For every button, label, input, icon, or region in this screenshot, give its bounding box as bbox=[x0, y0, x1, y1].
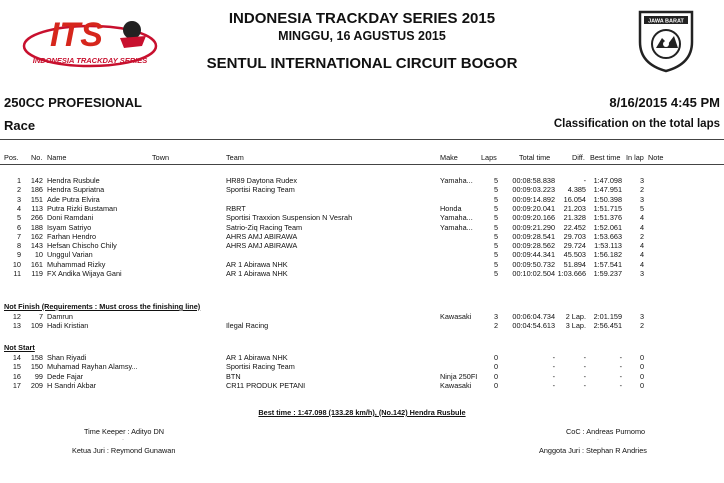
cell-team: AR 1 Abirawa NHK bbox=[226, 259, 288, 269]
event-title: INDONESIA TRACKDAY SERIES 2015 bbox=[228, 10, 496, 27]
cell-team: Satrio-Ziq Racing Team bbox=[226, 222, 303, 232]
cell-total-time: 00:09:20.041 bbox=[512, 203, 555, 213]
cell-no: 161 bbox=[30, 259, 43, 269]
cell-in-lap: 4 bbox=[639, 213, 644, 223]
cell-diff: 29.724 bbox=[563, 241, 586, 251]
cell-diff: 29.703 bbox=[563, 231, 586, 241]
cell-team: Sportisi Racing Team bbox=[226, 185, 295, 195]
cell-laps: 2 bbox=[493, 321, 498, 331]
cell-no: 158 bbox=[30, 353, 43, 362]
cell-no: 209 bbox=[30, 380, 43, 390]
best-time-summary: Best time : 1:47.098 (133.28 km/h), (No.142) Hendra Rusbule bbox=[258, 408, 466, 417]
cell-total-time: - bbox=[552, 353, 555, 362]
signature-dot: · bbox=[122, 437, 124, 443]
cell-best-time: 1:56.182 bbox=[593, 250, 622, 260]
cell-in-lap: 2 bbox=[639, 231, 644, 241]
cell-team: CR11 PRODUK PETANI bbox=[226, 380, 306, 390]
cell-pos: 6 bbox=[16, 222, 21, 232]
cell-pos: 10 bbox=[12, 259, 21, 269]
cell-team: Sportisi Racing Team bbox=[226, 362, 295, 372]
cell-laps: 5 bbox=[493, 259, 498, 269]
cell-name: Putra Rizki Bustaman bbox=[47, 203, 118, 213]
cell-team: Ilegal Racing bbox=[226, 321, 269, 331]
cell-best-time: 1:57.541 bbox=[593, 259, 622, 269]
cell-laps: 5 bbox=[493, 194, 498, 204]
its-logo-subtext: INDONESIA TRACKDAY SERIES bbox=[32, 56, 148, 65]
cell-no: 266 bbox=[30, 213, 43, 223]
cell-best-time: 2:56.451 bbox=[593, 321, 622, 331]
cell-best-time: 1:51.715 bbox=[593, 203, 622, 213]
cell-total-time: 00:08:58.838 bbox=[512, 176, 555, 185]
emblem-text: JAWA BARAT bbox=[648, 18, 684, 25]
cell-pos: 7 bbox=[16, 231, 21, 241]
cell-team: Sportisi Traxxion Suspension N Vesrah bbox=[226, 213, 353, 223]
cell-no: 119 bbox=[31, 269, 43, 278]
cell-pos: 9 bbox=[16, 250, 21, 260]
cell-no: 151 bbox=[30, 194, 43, 204]
header-rule bbox=[0, 139, 724, 140]
classification-subtitle: Classification on the total laps bbox=[553, 118, 720, 130]
cell-name: FX Andika Wijaya Gani bbox=[47, 269, 122, 278]
cell-name: Isyam Satriyo bbox=[47, 222, 92, 232]
cell-total-time: 00:09:21.290 bbox=[512, 222, 555, 232]
cell-name: H Sandri Akbar bbox=[47, 380, 97, 390]
col-no: No. bbox=[31, 153, 43, 162]
cell-best-time: 1:53.113 bbox=[594, 241, 622, 251]
cell-name: Damrun bbox=[47, 312, 73, 321]
session-name: Race bbox=[4, 118, 36, 133]
cell-pos: 3 bbox=[16, 194, 21, 204]
cell-team: HR89 Daytona Rudex bbox=[226, 176, 297, 185]
cell-in-lap: 0 bbox=[639, 362, 644, 372]
cell-best-time: - bbox=[619, 371, 622, 381]
cell-diff: 51.894 bbox=[563, 259, 586, 269]
cell-no: 109 bbox=[30, 321, 43, 331]
cell-diff: 16.054 bbox=[563, 194, 586, 204]
event-date: MINGGU, 16 AGUSTUS 2015 bbox=[278, 29, 446, 43]
cell-in-lap: 5 bbox=[639, 203, 644, 213]
cell-total-time: 00:09:03.223 bbox=[512, 185, 555, 195]
col-team: Team bbox=[226, 153, 244, 162]
cell-team: AHRS AMJ ABIRAWA bbox=[226, 241, 298, 251]
cell-total-time: 00:09:28.562 bbox=[512, 241, 555, 251]
cell-total-time: 00:09:14.892 bbox=[512, 194, 555, 204]
cell-diff: - bbox=[583, 353, 586, 362]
cell-in-lap: 3 bbox=[639, 312, 644, 321]
cell-laps: 5 bbox=[493, 203, 498, 213]
cell-best-time: 1:52.061 bbox=[593, 222, 622, 232]
cell-pos: 1 bbox=[16, 176, 21, 185]
cell-total-time: - bbox=[552, 380, 555, 390]
cell-laps: 0 bbox=[493, 380, 498, 390]
cell-team: BTN bbox=[226, 371, 241, 381]
cell-no: 113 bbox=[31, 203, 43, 213]
signature-dot: · bbox=[597, 437, 599, 443]
cell-pos: 5 bbox=[16, 213, 21, 223]
cell-diff: 2 Lap. bbox=[565, 312, 586, 321]
cell-no: 142 bbox=[30, 176, 43, 185]
cell-no: 162 bbox=[30, 231, 43, 241]
cell-make: Honda bbox=[440, 203, 462, 213]
cell-best-time: - bbox=[619, 362, 622, 372]
cell-in-lap: 0 bbox=[639, 380, 644, 390]
cell-no: 188 bbox=[30, 222, 43, 232]
cell-in-lap: 0 bbox=[639, 371, 644, 381]
table-header-rule bbox=[0, 164, 724, 165]
cell-total-time: - bbox=[552, 362, 555, 372]
cell-diff: 4.385 bbox=[567, 185, 586, 195]
time-keeper: Time Keeper : Adityo DN bbox=[84, 427, 165, 436]
cell-laps: 5 bbox=[493, 185, 498, 195]
cell-name: Hefsan Chischo Chily bbox=[47, 241, 117, 251]
cell-name: Muhamad Rayhan Alamsy... bbox=[47, 362, 138, 372]
cell-total-time: 00:04:54.613 bbox=[512, 321, 555, 331]
cell-in-lap: 2 bbox=[639, 185, 644, 195]
cell-pos: 12 bbox=[12, 312, 21, 321]
col-best-time: Best time bbox=[590, 153, 621, 162]
cell-best-time: 1:47.951 bbox=[593, 185, 622, 195]
cell-best-time: - bbox=[619, 380, 622, 390]
cell-no: 10 bbox=[34, 250, 43, 260]
cell-laps: 5 bbox=[493, 213, 498, 223]
cell-pos: 15 bbox=[12, 362, 21, 372]
col-in-lap: In lap bbox=[626, 153, 644, 162]
cell-total-time: - bbox=[552, 371, 555, 381]
venue-name: SENTUL INTERNATIONAL CIRCUIT BOGOR bbox=[206, 55, 518, 72]
cell-best-time: 2:01.159 bbox=[593, 312, 622, 321]
cell-no: 186 bbox=[30, 185, 43, 195]
cell-diff: - bbox=[583, 362, 586, 372]
cell-team: AR 1 Abirawa NHK bbox=[226, 269, 288, 278]
cell-in-lap: 3 bbox=[639, 194, 644, 204]
report-datetime: 8/16/2015 4:45 PM bbox=[609, 95, 720, 110]
cell-pos: 11 bbox=[13, 269, 21, 278]
cell-pos: 2 bbox=[16, 185, 21, 195]
cell-diff: 21.328 bbox=[563, 213, 586, 223]
cell-in-lap: 2 bbox=[639, 321, 644, 331]
cell-name: Dede Fajar bbox=[47, 371, 84, 381]
cell-total-time: 00:09:20.166 bbox=[512, 213, 555, 223]
cell-pos: 16 bbox=[12, 371, 21, 381]
cell-best-time: 1:53.663 bbox=[593, 231, 622, 241]
class-name: 250CC PROFESIONAL bbox=[4, 95, 142, 110]
cell-team: AHRS AMJ ABIRAWA bbox=[226, 231, 298, 241]
cell-laps: 5 bbox=[493, 241, 498, 251]
cell-diff: - bbox=[583, 371, 586, 381]
cell-pos: 13 bbox=[12, 321, 21, 331]
cell-best-time: 1:47.098 bbox=[593, 176, 622, 185]
cell-name: Muhammad Rizky bbox=[47, 259, 106, 269]
cell-make: Yamaha... bbox=[440, 176, 473, 185]
cell-laps: 0 bbox=[493, 353, 498, 362]
cell-name: Ade Putra Elvira bbox=[47, 194, 100, 204]
cell-best-time: 1:51.376 bbox=[593, 213, 622, 223]
cell-make: Yamaha... bbox=[440, 222, 473, 232]
cell-make: Ninja 250FI bbox=[440, 371, 478, 381]
cell-best-time: - bbox=[619, 353, 622, 362]
cell-make: Kawasaki bbox=[440, 380, 472, 390]
cell-no: 7 bbox=[38, 312, 43, 321]
cell-in-lap: 4 bbox=[639, 250, 644, 260]
cell-total-time: 00:06:04.734 bbox=[512, 312, 555, 321]
cell-pos: 4 bbox=[16, 203, 21, 213]
coc: CoC : Andreas Purnomo bbox=[566, 427, 646, 436]
cell-total-time: 00:09:28.541 bbox=[512, 231, 555, 241]
cell-laps: 5 bbox=[493, 176, 498, 185]
col-pos: Pos. bbox=[4, 153, 19, 162]
cell-name: Hendra Rusbule bbox=[47, 176, 100, 185]
col-total-time: Total time bbox=[519, 153, 551, 162]
cell-name: Farhan Hendro bbox=[47, 231, 97, 241]
cell-laps: 3 bbox=[493, 312, 498, 321]
cell-pos: 17 bbox=[12, 380, 21, 390]
cell-pos: 14 bbox=[12, 353, 21, 362]
cell-in-lap: 4 bbox=[639, 241, 644, 251]
cell-in-lap: 0 bbox=[639, 353, 644, 362]
cell-make: Kawasaki bbox=[440, 312, 472, 321]
cell-diff: 45.503 bbox=[563, 250, 586, 260]
cell-in-lap: 4 bbox=[639, 259, 644, 269]
cell-best-time: 1:59.237 bbox=[593, 269, 622, 278]
its-logo-text: ITS bbox=[50, 16, 103, 54]
cell-make: Yamaha... bbox=[440, 213, 473, 223]
cell-total-time: 00:10:02.504 bbox=[512, 269, 555, 278]
cell-total-time: 00:09:44.341 bbox=[512, 250, 555, 260]
not-finish-heading: Not Finish (Requirements : Must cross the finishing line) bbox=[4, 302, 201, 311]
cell-diff: 21.203 bbox=[563, 203, 586, 213]
col-diff: Diff. bbox=[572, 153, 585, 162]
cell-laps: 0 bbox=[493, 362, 498, 372]
col-name: Name bbox=[47, 153, 67, 162]
cell-name: Hadi Kristian bbox=[47, 321, 89, 331]
cell-laps: 5 bbox=[493, 222, 498, 232]
cell-laps: 5 bbox=[493, 250, 498, 260]
cell-laps: 0 bbox=[493, 371, 498, 381]
cell-diff: 22.452 bbox=[563, 222, 586, 232]
anggota-juri: Anggota Juri : Stephan R Andries bbox=[539, 446, 647, 455]
cell-name: Doni Ramdani bbox=[47, 213, 94, 223]
cell-name: Hendra Supriatna bbox=[47, 185, 105, 195]
col-note: Note bbox=[648, 153, 664, 162]
cell-team: RBRT bbox=[226, 203, 246, 213]
not-start-heading: Not Start bbox=[4, 343, 35, 352]
cell-pos: 8 bbox=[16, 241, 21, 251]
cell-name: Unggul Varian bbox=[47, 250, 93, 260]
col-town: Town bbox=[152, 153, 170, 162]
cell-no: 150 bbox=[30, 362, 43, 372]
cell-total-time: 00:09:50.732 bbox=[512, 259, 555, 269]
cell-in-lap: 3 bbox=[639, 176, 644, 185]
ketua-juri: Ketua Juri : Reymond Gunawan bbox=[72, 446, 176, 455]
cell-diff: - bbox=[583, 380, 586, 390]
cell-in-lap: 3 bbox=[639, 269, 644, 278]
cell-in-lap: 4 bbox=[639, 222, 644, 232]
cell-diff: 3 Lap. bbox=[565, 321, 586, 331]
cell-best-time: 1:50.398 bbox=[593, 194, 622, 204]
cell-diff: - bbox=[583, 176, 586, 185]
cell-laps: 5 bbox=[493, 231, 498, 241]
cell-laps: 5 bbox=[493, 269, 498, 278]
cell-diff: 1:03.666 bbox=[557, 269, 586, 278]
cell-no: 143 bbox=[30, 241, 43, 251]
cell-no: 99 bbox=[34, 371, 43, 381]
cell-team: AR 1 Abirawa NHK bbox=[226, 353, 288, 362]
cell-name: Shan Riyadi bbox=[47, 353, 87, 362]
col-make: Make bbox=[440, 153, 458, 162]
col-laps: Laps bbox=[481, 153, 497, 162]
